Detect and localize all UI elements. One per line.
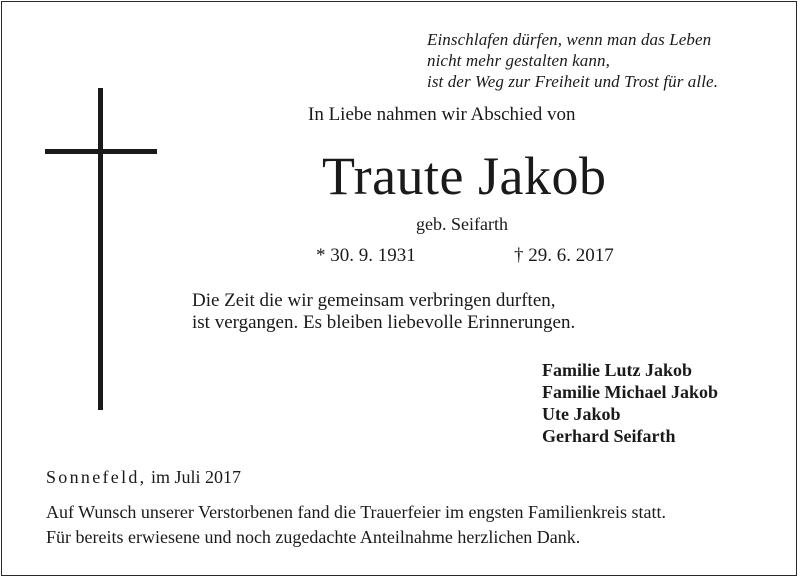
place-and-date xyxy=(46,467,241,488)
notice-line-2: Für bereits erwiesene und noch zugedachte Anteilnahme herzlichen Dank. xyxy=(46,527,581,547)
death-date: † 29. 6. 2017 xyxy=(514,245,614,266)
motto-line-3: ist der Weg zur Freiheit und Trost für alle. xyxy=(427,72,719,91)
mourner-name: Ute Jakob xyxy=(542,404,621,424)
funeral-notice xyxy=(46,500,666,550)
motto-line-1: Einschlafen dürfen, wenn man das Leben xyxy=(427,30,712,49)
notice-line-1: Auf Wunsch unserer Verstorbenen fand die Trauerfeier im engsten Familienkreis statt. xyxy=(46,502,666,522)
date: im Juli 2017 xyxy=(150,467,241,487)
mourner-name: Gerhard Seifarth xyxy=(542,426,676,446)
mourner-name: Familie Michael Jakob xyxy=(542,382,718,402)
memorial-verse xyxy=(192,290,575,334)
verse-line-2: ist vergangen. Es bleiben liebevolle Erinnerungen. xyxy=(192,312,576,333)
verse-line-1: Die Zeit die wir gemeinsam verbringen durften, xyxy=(192,290,556,311)
deceased-name: Traute Jakob xyxy=(322,146,607,206)
mourners-list xyxy=(542,359,718,447)
place: Sonnefeld, xyxy=(46,467,147,487)
intro-text: In Liebe nahmen wir Abschied von xyxy=(308,104,576,125)
cross-vertical-bar xyxy=(98,88,103,410)
cross-horizontal-bar xyxy=(45,149,157,154)
maiden-name: geb. Seifarth xyxy=(416,214,508,234)
motto-line-2: nicht mehr gestalten kann, xyxy=(427,51,610,70)
birth-date: * 30. 9. 1931 xyxy=(316,245,416,266)
mourner-name: Familie Lutz Jakob xyxy=(542,360,693,380)
motto-quote xyxy=(427,29,718,92)
